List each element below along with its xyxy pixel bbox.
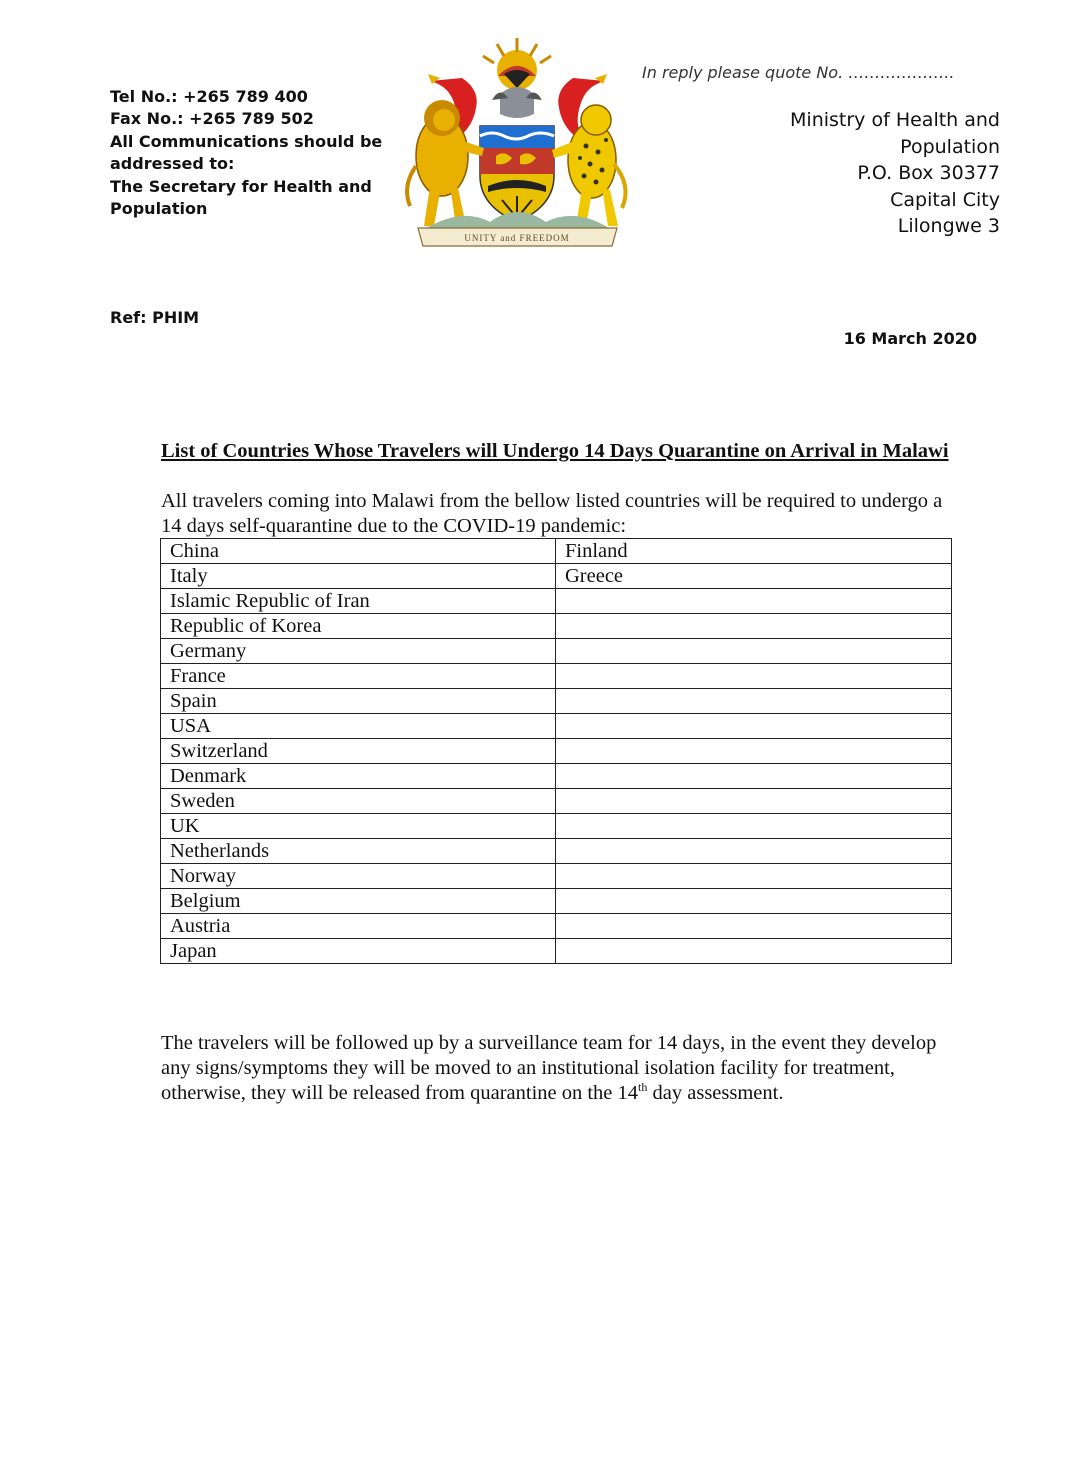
table-row [161, 789, 952, 814]
country-cell: Switzerland [161, 739, 556, 764]
country-cell: Sweden [161, 789, 556, 814]
closing-paragraph [161, 1031, 951, 1106]
table-row [161, 814, 952, 839]
letter-date: 16 March 2020 [843, 329, 977, 348]
country-cell: Austria [161, 914, 556, 939]
address-line-3: P.O. Box 30377 [857, 162, 1000, 184]
address-line-4: Capital City [890, 188, 1000, 211]
table-row [161, 889, 952, 914]
country-cell: Finland [556, 539, 952, 564]
ordinal-suffix: th [638, 1080, 648, 1095]
country-cell: USA [161, 714, 556, 739]
country-cell: Italy [161, 564, 556, 589]
country-cell [556, 589, 952, 614]
ministry-address-block [790, 107, 1000, 240]
document-heading: List of Countries Whose Travelers will Undergo 14 Days Quarantine on Arrival in Malawi [161, 440, 949, 462]
population-line: Population [110, 199, 208, 219]
table-row [161, 764, 952, 789]
intro-paragraph: All travelers coming into Malawi from the bellow listed countries will be required to undergo a 14 days self-quarantine due to the COVID-19 pandemic: [161, 490, 943, 537]
table-row [161, 664, 952, 689]
country-cell: Denmark [161, 764, 556, 789]
country-cell [556, 614, 952, 639]
table-row [161, 864, 952, 889]
table-row [161, 614, 952, 639]
communications-line: All Communications should be [110, 131, 383, 151]
country-cell [556, 839, 952, 864]
country-cell: UK [161, 814, 556, 839]
country-cell: France [161, 664, 556, 689]
sun-crest-icon [483, 38, 551, 90]
country-cell [556, 939, 952, 964]
closing-text-end: day assessment. [647, 1082, 784, 1104]
address-line-5: Lilongwe 3 [897, 215, 1000, 237]
closing-text: The travelers will be followed up by a surveillance team for 14 days, in the event they develop any signs/symptoms they will be moved to an institutional isolation facility for treatment, otherwise, they will be released from quarantine on the 14 [161, 1032, 937, 1104]
table-row [161, 564, 952, 589]
country-cell [556, 714, 952, 739]
table-row [161, 839, 952, 864]
country-cell: Norway [161, 864, 556, 889]
country-cell [556, 789, 952, 814]
country-cell [556, 664, 952, 689]
table-row [161, 914, 952, 939]
country-cell: Spain [161, 689, 556, 714]
table-row [161, 714, 952, 739]
svg-text:UNITY and FREEDOM: UNITY and FREEDOM [464, 233, 570, 243]
table-row [161, 689, 952, 714]
country-cell [556, 889, 952, 914]
country-cell [556, 689, 952, 714]
country-cell [556, 739, 952, 764]
address-line-2: Population [900, 135, 1000, 158]
country-cell: Greece [556, 564, 952, 589]
country-cell: Japan [161, 939, 556, 964]
country-cell: Netherlands [161, 839, 556, 864]
table-row [161, 639, 952, 664]
fax-line: Fax No.: +265 789 502 [110, 109, 314, 129]
country-cell: Republic of Korea [161, 614, 556, 639]
leopard-supporter-icon [552, 105, 626, 226]
table-row [161, 539, 952, 564]
tel-line: Tel No.: +265 789 400 [110, 87, 308, 106]
country-cell: Belgium [161, 889, 556, 914]
table-row [161, 589, 952, 614]
country-cell [556, 864, 952, 889]
country-cell [556, 914, 952, 939]
country-cell [556, 764, 952, 789]
country-cell [556, 814, 952, 839]
country-table [160, 538, 952, 964]
secretary-line: The Secretary for Health and [110, 176, 372, 196]
addressed-to-line: addressed to: [110, 154, 235, 174]
country-cell: Islamic Republic of Iran [161, 589, 556, 614]
table-row [161, 739, 952, 764]
malawi-coat-of-arms-logo [400, 36, 635, 248]
reference: Ref: PHIM [110, 308, 200, 327]
country-cell: Germany [161, 639, 556, 664]
table-row [161, 939, 952, 964]
reply-quote-line: In reply please quote No. ……………….. [642, 63, 955, 82]
country-cell [556, 639, 952, 664]
sender-contact-block [110, 86, 400, 220]
address-line-1: Ministry of Health and [790, 109, 1000, 131]
country-cell: China [161, 539, 556, 564]
